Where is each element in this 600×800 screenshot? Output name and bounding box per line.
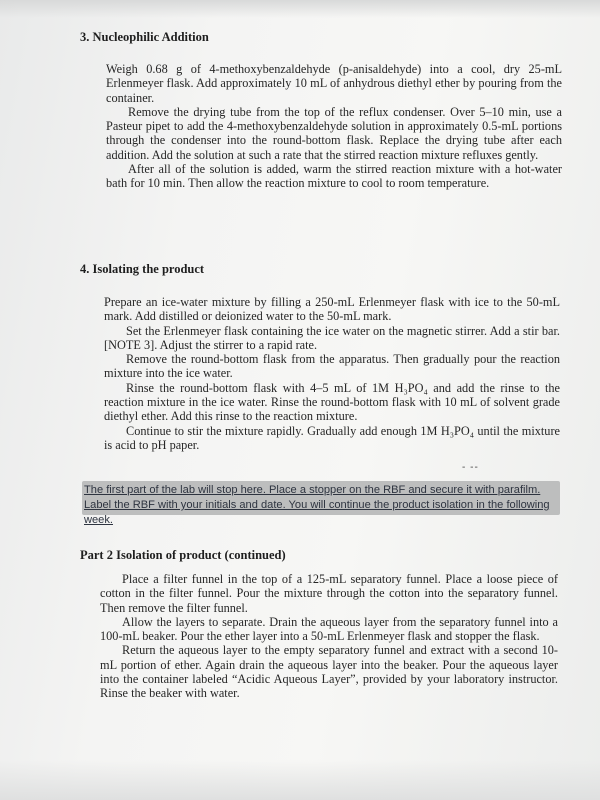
part-2-heading: Part 2 Isolation of product (continued) (80, 548, 286, 562)
section-3-body (106, 62, 562, 191)
section-4-paragraph: Set the Erlenmeyer flask containing the ice water on the magnetic stirrer. Add a stir bar. [NOTE 3]. Adjust the stirrer to a rapid rate. (104, 323, 560, 352)
section-3-paragraph: Weigh 0.68 g of 4-methoxybenzaldehyde (p-anisaldehyde) into a cool, dry 25-mL Erlenmeyer flask. Add approximately 10 mL of anhydrous diethyl ether by pouring from the container. (106, 62, 562, 105)
page-shadow-top (0, 0, 600, 18)
section-3-paragraph: After all of the solution is added, warm the stirred reaction mixture with a hot-water bath for 10 min. Then allow the reaction mixture to cool to room temperature. (106, 162, 562, 191)
section-4-body (104, 295, 560, 452)
page-shadow-bottom (0, 760, 600, 800)
note-text: The first part of the lab will stop here. Place a stopper on the RBF and secure it with parafilm. Label the RBF with your initials and date. You will continue the product isolation in the following week. (84, 484, 550, 526)
highlighted-note (84, 483, 562, 528)
section-4-paragraph: Remove the round-bottom flask from the apparatus. Then gradually pour the reaction mixture into the ice water. (104, 352, 560, 381)
section-4-paragraph: Continue to stir the mixture rapidly. Gradually add enough 1M H₃PO₄ until the mixture is acid to pH paper. (104, 423, 560, 452)
section-4-heading: 4. Isolating the product (80, 262, 205, 276)
section-4-paragraph: Rinse the round-bottom flask with 4–5 mL of 1M H₃PO₄ and add the rinse to the reaction mixture in the ice water. Rinse the round-bottom flask with 10 mL of solvent grade diethyl ether. Add this rinse to the reaction mixture. (104, 380, 560, 424)
section-4-paragraph: Prepare an ice-water mixture by filling a 250-mL Erlenmeyer flask with ice to the 50-mL mark. Add distilled or deionized water to the 50-mL mark. (104, 295, 560, 324)
part-2-paragraph: Return the aqueous layer to the empty separatory funnel and extract with a second 10-mL portion of ether. Again drain the aqueous layer into the beaker. Pour the aqueous layer into the container labeled “Acidic Aqueous Layer”, provided by your laboratory instructor. Rinse the beaker with water. (100, 643, 558, 701)
part-2-paragraph: Allow the layers to separate. Drain the aqueous layer from the separatory funnel into a 100-mL beaker. Pour the ether layer into a 50-mL Erlenmeyer flask and stopper the flask. (100, 614, 558, 644)
part-2-paragraph: Place a filter funnel in the top of a 125-mL separatory funnel. Place a loose piece of cotton in the filter funnel. Pour the mixture through the cotton into the separatory funnel. Then remove the filter funnel. (100, 572, 558, 615)
part-2-body (100, 572, 558, 701)
section-3-paragraph: Remove the drying tube from the top of the reflux condenser. Over 5–10 min, use a Pasteur pipet to add the 4-methoxybenzaldehyde solution in approximately 0.5-mL portions through the condenser into the round-bottom flask. Replace the drying tube after each addition. Add the solution at such a rate that the stirred reaction mixture refluxes gently. (106, 104, 562, 162)
handwritten-mark: - -- (462, 462, 479, 473)
section-3-heading: 3. Nucleophilic Addition (80, 30, 209, 44)
